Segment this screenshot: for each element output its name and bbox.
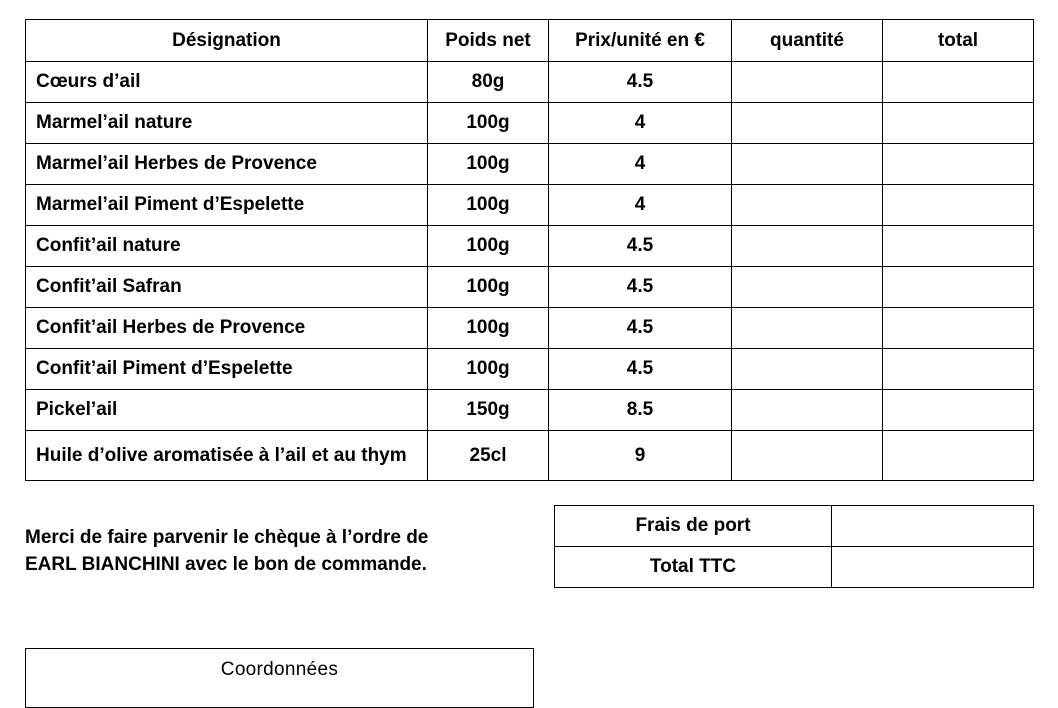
table-row [26,103,1034,144]
table-row [26,390,1034,431]
shipping-row [555,506,1034,547]
product-name: Confit’ail Piment d’Espelette [26,349,428,390]
product-weight: 100g [428,308,549,349]
total-ttc-value[interactable] [832,547,1034,588]
total-cell[interactable] [883,390,1034,431]
table-row [26,185,1034,226]
product-name: Marmel’ail Piment d’Espelette [26,185,428,226]
quantity-cell[interactable] [732,349,883,390]
total-cell[interactable] [883,144,1034,185]
quantity-cell[interactable] [732,62,883,103]
table-row [26,431,1034,481]
header-total: total [883,20,1034,62]
payment-instructions [25,524,545,578]
product-weight: 100g [428,144,549,185]
product-price: 8.5 [549,390,732,431]
product-weight: 100g [428,226,549,267]
payment-line: EARL BIANCHINI avec le bon de commande. [25,554,427,575]
payment-line: Merci de faire parvenir le chèque à l’ordre de [25,527,429,548]
product-name: Huile d’olive aromatisée à l’ail et au thym [26,431,428,481]
quantity-cell[interactable] [732,144,883,185]
table-row [26,308,1034,349]
table-row [26,62,1034,103]
table-row [26,267,1034,308]
product-weight: 25cl [428,431,549,481]
quantity-cell[interactable] [732,431,883,481]
product-weight: 80g [428,62,549,103]
product-name: Pickel’ail [26,390,428,431]
table-row [26,226,1034,267]
product-weight: 150g [428,390,549,431]
product-price: 9 [549,431,732,481]
product-weight: 100g [428,185,549,226]
product-weight: 100g [428,349,549,390]
product-price: 4 [549,185,732,226]
total-cell[interactable] [883,431,1034,481]
product-price: 4 [549,103,732,144]
quantity-cell[interactable] [732,267,883,308]
total-ttc-label: Total TTC [555,547,832,588]
quantity-cell[interactable] [732,103,883,144]
shipping-label: Frais de port [555,506,832,547]
quantity-cell[interactable] [732,226,883,267]
table-header-row [26,20,1034,62]
product-name: Cœurs d’ail [26,62,428,103]
header-weight: Poids net [428,20,549,62]
total-cell[interactable] [883,349,1034,390]
quantity-cell[interactable] [732,308,883,349]
product-price: 4.5 [549,308,732,349]
quantity-cell[interactable] [732,390,883,431]
total-cell[interactable] [883,185,1034,226]
header-quantity: quantité [732,20,883,62]
product-weight: 100g [428,267,549,308]
table-row [26,349,1034,390]
header-designation: Désignation [26,20,428,62]
total-cell[interactable] [883,226,1034,267]
shipping-value[interactable] [832,506,1034,547]
product-price: 4 [549,144,732,185]
order-table [25,19,1034,481]
totals-table [554,505,1034,588]
table-row [26,144,1034,185]
product-name: Confit’ail nature [26,226,428,267]
contact-title: Coordonnées [220,659,339,680]
product-name: Marmel’ail Herbes de Provence [26,144,428,185]
total-cell[interactable] [883,308,1034,349]
total-cell[interactable] [883,62,1034,103]
contact-box [25,648,534,708]
product-name: Marmel’ail nature [26,103,428,144]
product-price: 4.5 [549,349,732,390]
header-unit-price: Prix/unité en € [549,20,732,62]
product-price: 4.5 [549,62,732,103]
total-cell[interactable] [883,103,1034,144]
product-name: Confit’ail Safran [26,267,428,308]
product-price: 4.5 [549,226,732,267]
total-row [555,547,1034,588]
total-cell[interactable] [883,267,1034,308]
product-weight: 100g [428,103,549,144]
product-price: 4.5 [549,267,732,308]
product-name: Confit’ail Herbes de Provence [26,308,428,349]
quantity-cell[interactable] [732,185,883,226]
